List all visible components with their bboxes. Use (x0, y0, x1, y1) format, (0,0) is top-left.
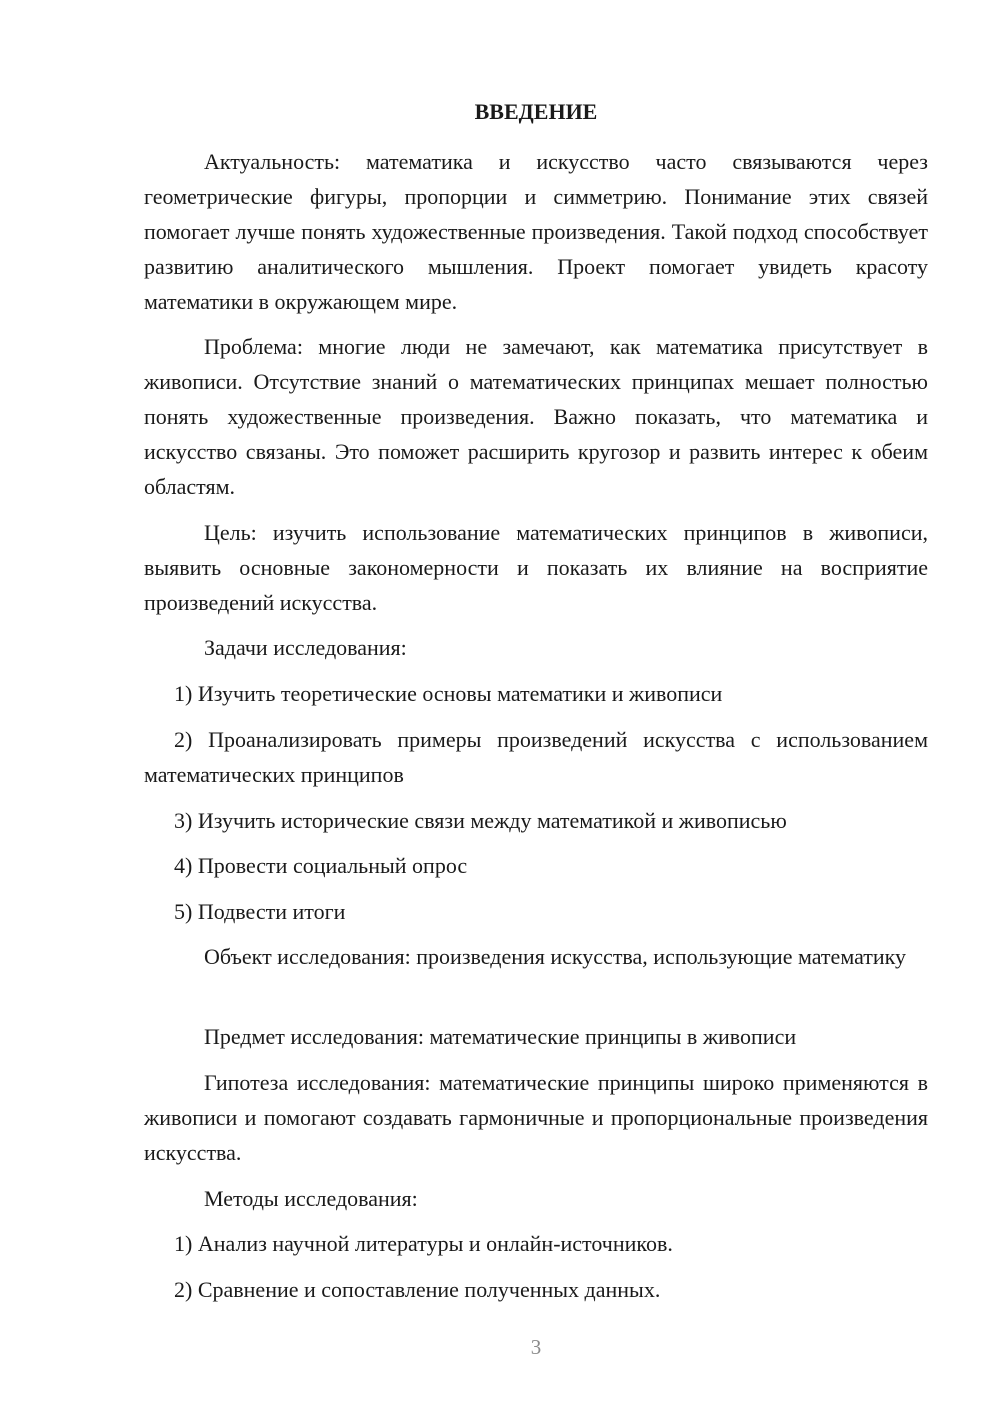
object-paragraph: Объект исследования: произведения искусства, использующие математику (204, 944, 907, 969)
hypothesis-paragraph: Гипотеза исследования: математические принципы широко применяются в живописи и помогают создавать гармоничные и пропорциональные произведения искусства. (144, 1070, 928, 1165)
task-item-4: 4) Провести социальный опрос (174, 853, 468, 878)
method-item-2: 2) Сравнение и сопоставление полученных данных. (174, 1277, 661, 1302)
task-item-3: 3) Изучить исторические связи между математикой и живописью (174, 808, 787, 833)
subject-paragraph: Предмет исследования: математические принципы в живописи (204, 1024, 797, 1049)
section-title: ВВЕДЕНИЕ (474, 99, 598, 124)
relevance-paragraph: Актуальность: математика и искусство часто связываются через геометрические фигуры, пропорции и симметрию. Понимание этих связей помогает лучше понять художественные произведения. Такой подход способствует развитию аналитического мышления. Проект помогает увидеть красоту математики в окружающем мире. (144, 149, 928, 314)
method-item-1: 1) Анализ научной литературы и онлайн-источников. (174, 1231, 673, 1256)
page-number: 3 (530, 1335, 542, 1359)
tasks-heading: Задачи исследования: (204, 635, 407, 660)
task-item-5: 5) Подвести итоги (174, 899, 346, 924)
task-item-1: 1) Изучить теоретические основы математики и живописи (174, 681, 723, 706)
task-item-2: 2) Проанализировать примеры произведений искусства с использованием математических принципов (144, 727, 928, 787)
methods-heading: Методы исследования: (204, 1186, 418, 1211)
goal-paragraph: Цель: изучить использование математических принципов в живописи, выявить основные закономерности и показать их влияние на восприятие произведений искусства. (144, 520, 928, 615)
problem-paragraph: Проблема: многие люди не замечают, как математика присутствует в живописи. Отсутствие знаний о математических принципах мешает полностью понять художественные произведения. Важно показать, что математика и искусство связаны. Это поможет расширить кругозор и развить интерес к обеим областям. (144, 334, 928, 499)
document-page (144, 0, 928, 1414)
